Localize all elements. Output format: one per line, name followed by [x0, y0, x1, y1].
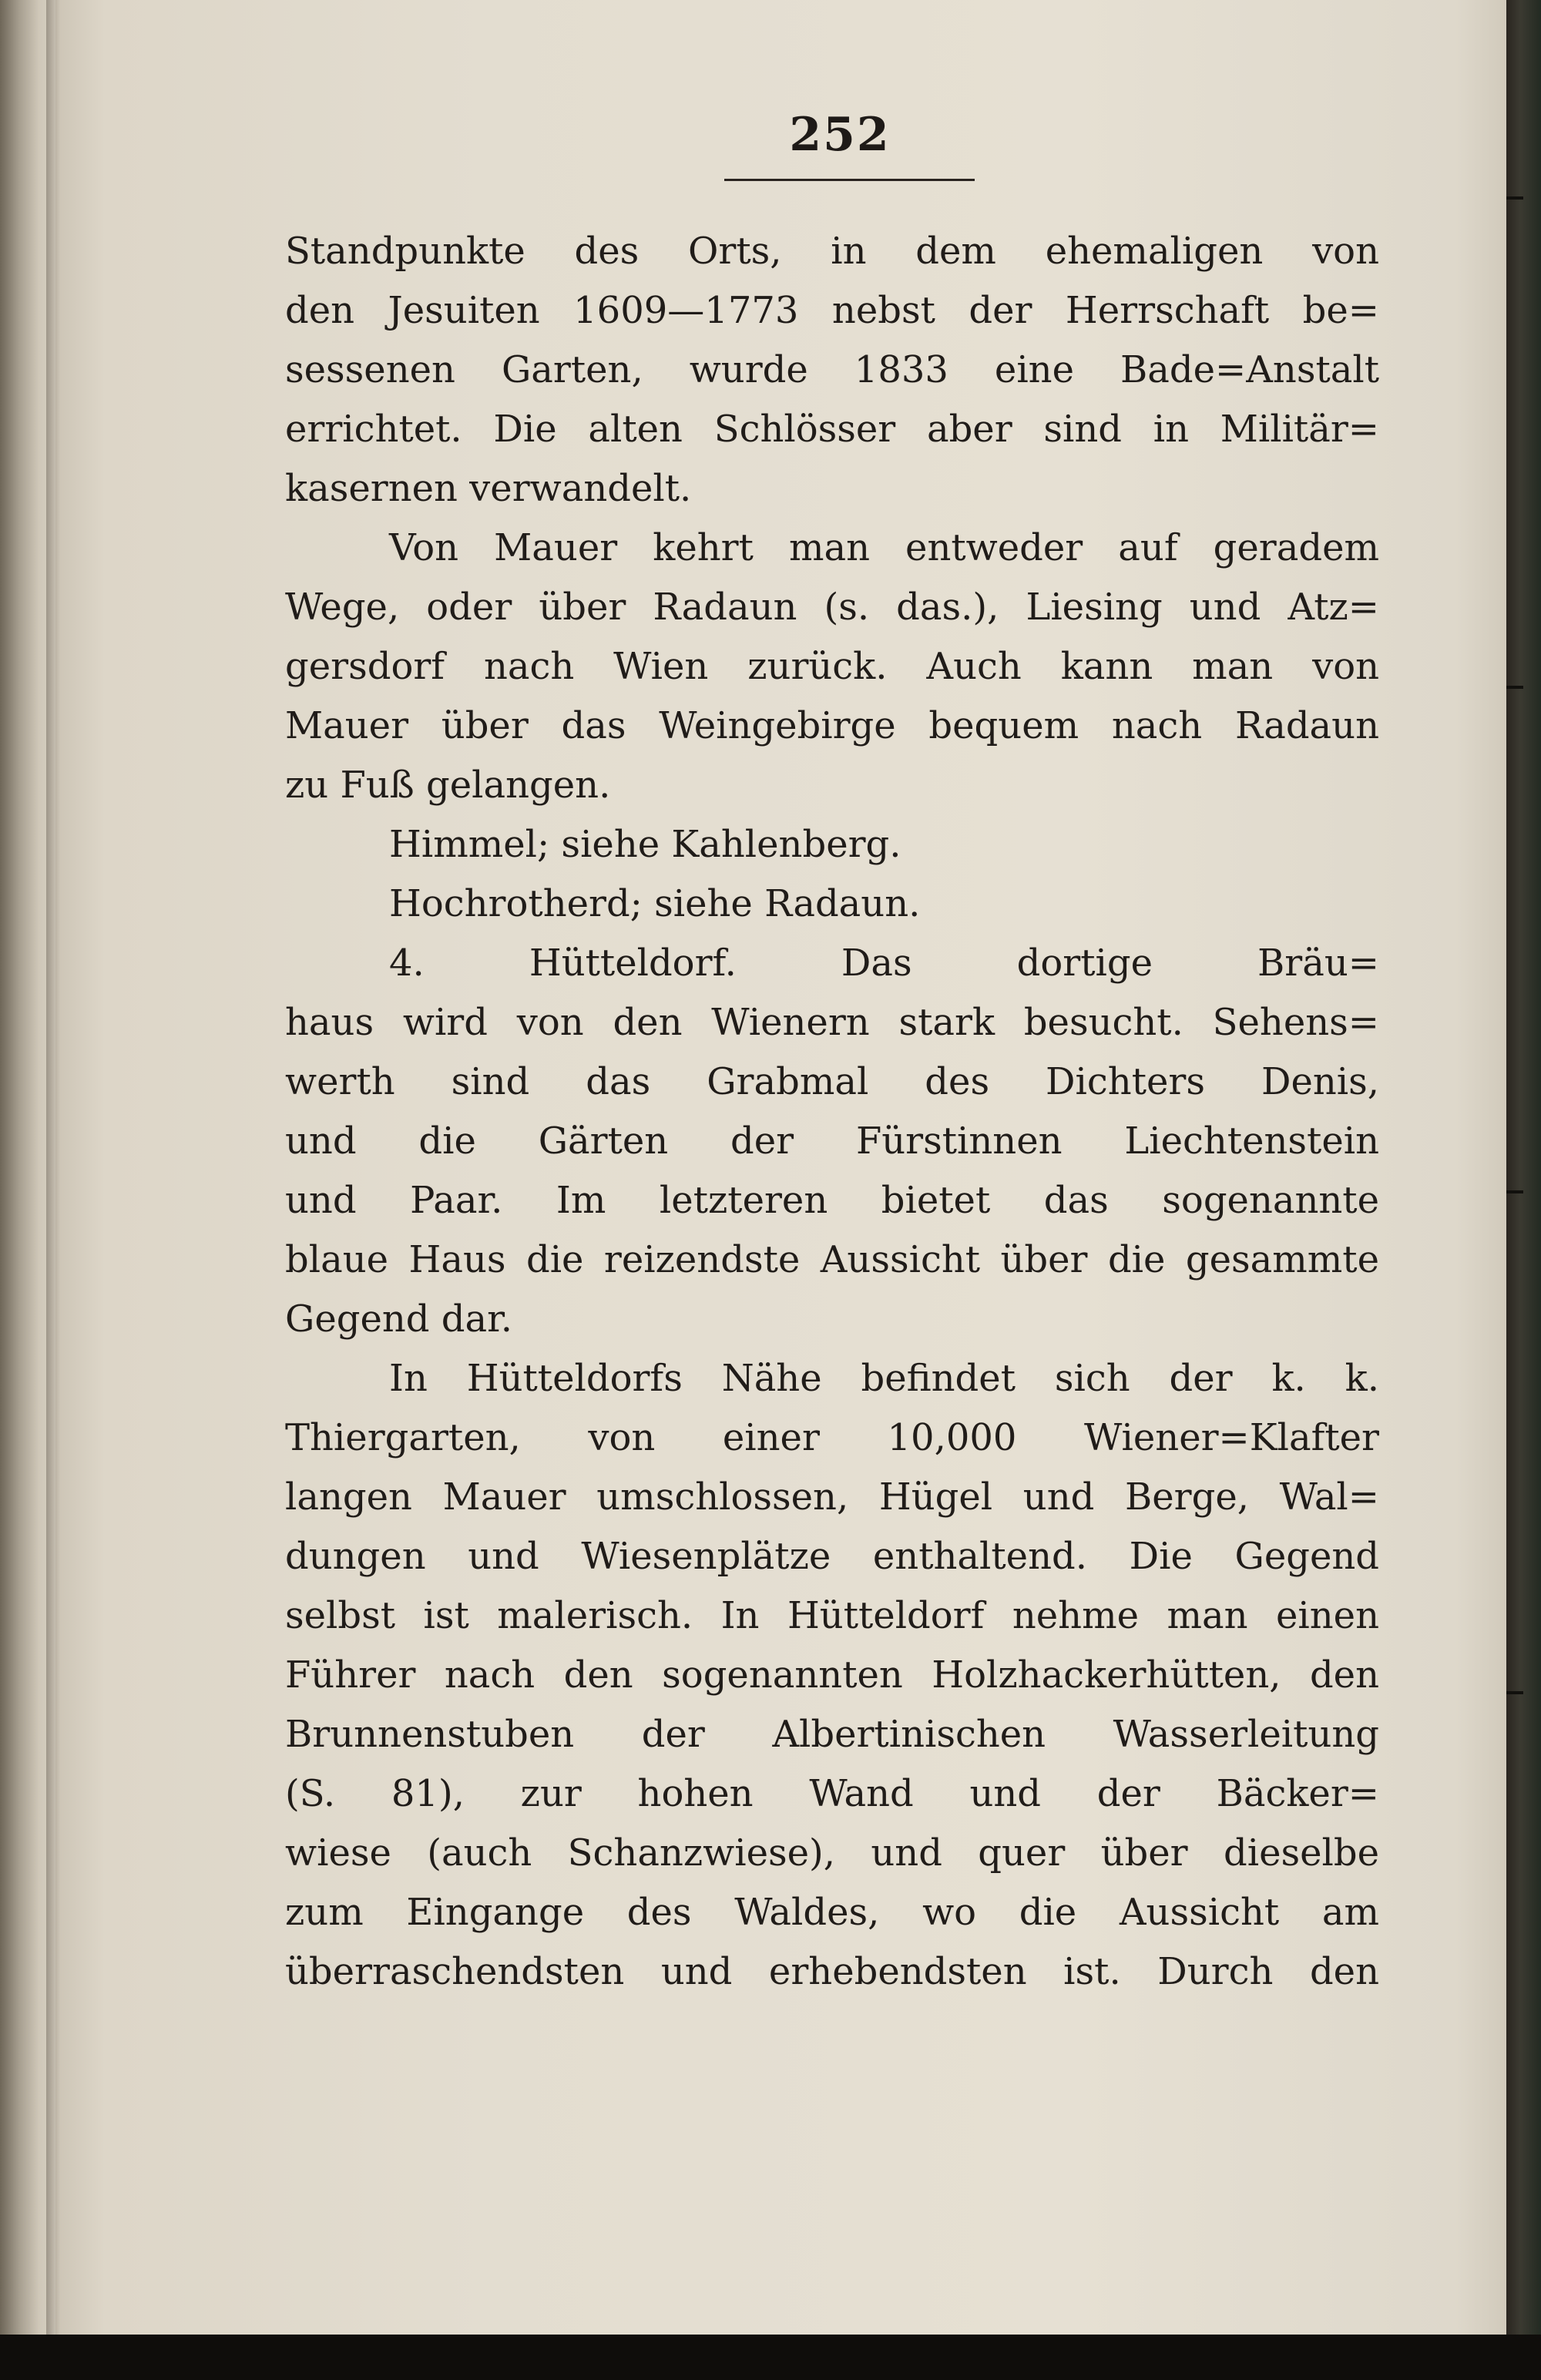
text-line: Führer nach den sogenannten Holzhackerhütten, den — [285, 1653, 1379, 1697]
text-line: zu Fuß gelangen. — [285, 764, 611, 807]
section-heading-line: 4. Hütteldorf. Das dortige Bräu= — [389, 942, 1379, 985]
text-line: Thiergarten, von einer 10,000 Wiener=Klafter — [285, 1416, 1379, 1459]
text-line: (S. 81), zur hohen Wand und der Bäcker= — [285, 1772, 1379, 1815]
edge-mark — [1506, 1691, 1523, 1694]
text-line: Mauer über das Weingebirge bequem nach Radaun — [285, 704, 1379, 747]
text-line: Brunnenstuben der Albertinischen Wasserleitung — [285, 1713, 1379, 1756]
text-line: und die Gärten der Fürstinnen Liechtenstein — [285, 1120, 1379, 1163]
right-page-edge — [1506, 0, 1541, 2380]
text-line: überraschendsten und erhebendsten ist. Durch den — [285, 1950, 1379, 1993]
cross-reference: Himmel; siehe Kahlenberg. — [389, 823, 901, 866]
gutter-shadow — [46, 0, 60, 2335]
edge-mark — [1506, 686, 1523, 689]
text-line: wiese (auch Schanzwiese), und quer über dieselbe — [285, 1831, 1379, 1875]
text-line: In Hütteldorfs Nähe befindet sich der k. k. — [389, 1357, 1379, 1400]
page-number-rule — [724, 179, 975, 181]
text-line: werth sind das Grabmal des Dichters Denis, — [285, 1060, 1379, 1103]
text-line: dungen und Wiesenplätze enthaltend. Die Gegend — [285, 1535, 1379, 1578]
body-text — [285, 222, 1379, 2002]
text-line: sessenen Garten, wurde 1833 eine Bade=Anstalt — [285, 348, 1379, 391]
text-line: haus wird von den Wienern stark besucht. Sehens= — [285, 1001, 1379, 1044]
edge-mark — [1506, 1190, 1523, 1193]
text-line: blaue Haus die reizendste Aussicht über die gesammte — [285, 1238, 1379, 1281]
text-line: zum Eingange des Waldes, wo die Aussicht am — [285, 1891, 1379, 1934]
text-line: kasernen verwandelt. — [285, 467, 692, 510]
text-line: langen Mauer umschlossen, Hügel und Berge, Wal= — [285, 1475, 1379, 1519]
text-line: gersdorf nach Wien zurück. Auch kann man von — [285, 645, 1379, 688]
text-line: Von Mauer kehrt man entweder auf geradem — [389, 526, 1379, 569]
text-line: und Paar. Im letzteren bietet das sogenannte — [285, 1179, 1379, 1222]
cross-reference: Hochrotherd; siehe Radaun. — [389, 882, 921, 925]
text-line: Wege, oder über Radaun (s. das.), Liesing und Atz= — [285, 586, 1379, 629]
text-line: den Jesuiten 1609—1773 nebst der Herrschaft be= — [285, 289, 1379, 332]
edge-mark — [1506, 196, 1523, 200]
text-line: Gegend dar. — [285, 1297, 513, 1341]
page-number: 252 — [789, 108, 891, 162]
text-line: Standpunkte des Orts, in dem ehemaligen von — [285, 230, 1379, 273]
text-line: selbst ist malerisch. In Hütteldorf nehme man einen — [285, 1594, 1379, 1637]
scan-bottom-border — [0, 2335, 1541, 2380]
text-line: errichtet. Die alten Schlösser aber sind in Militär= — [285, 408, 1379, 451]
